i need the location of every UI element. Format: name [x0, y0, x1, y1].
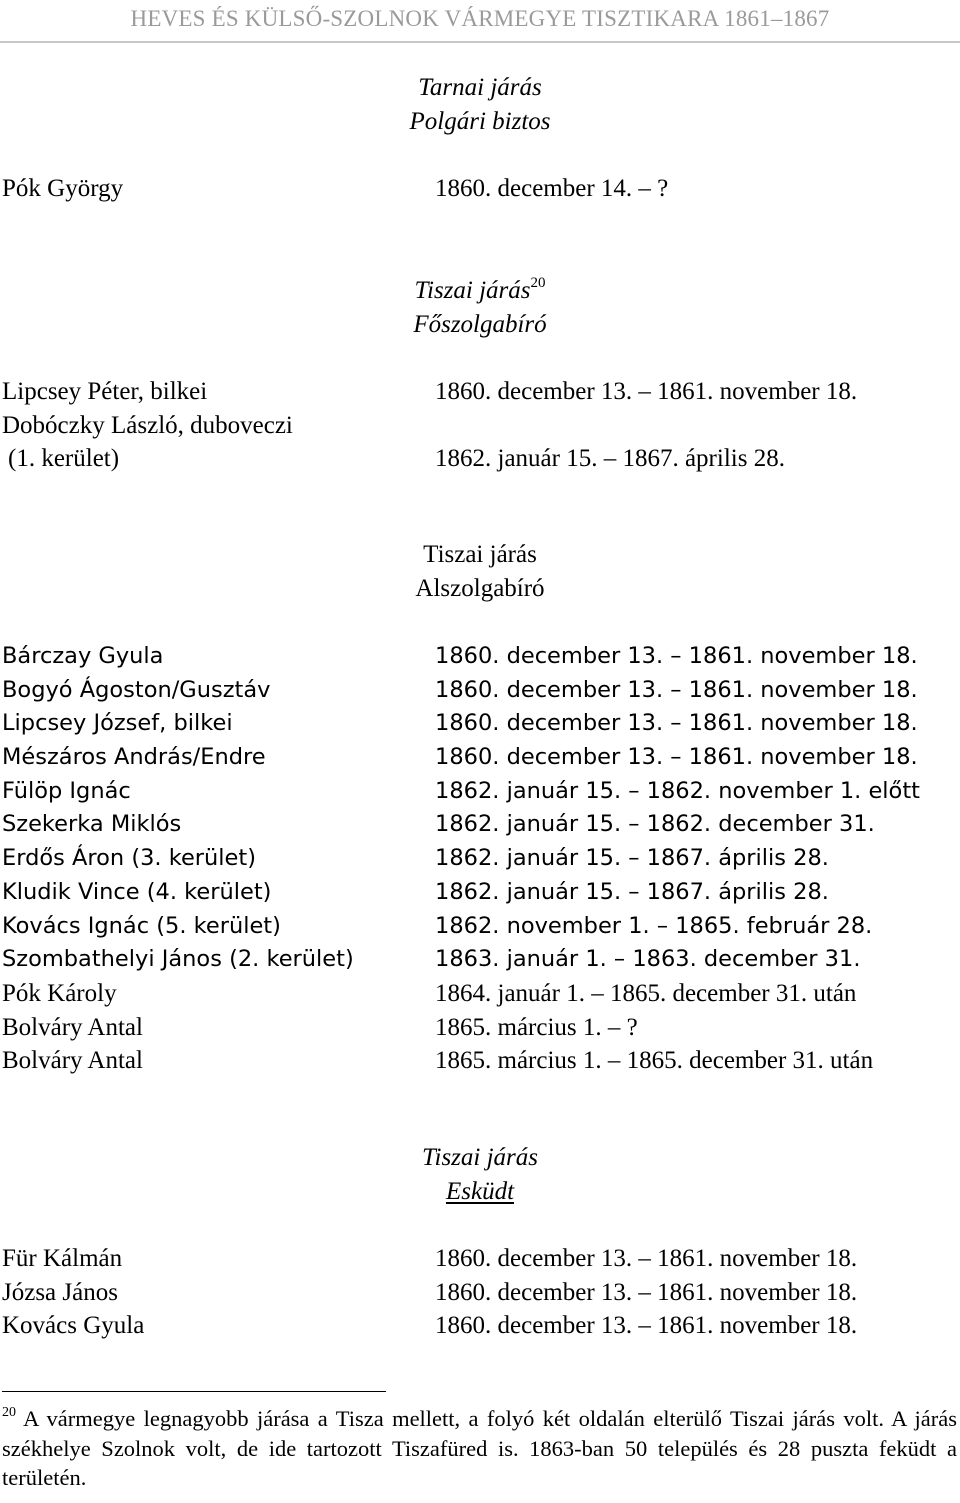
- header-rule: [0, 41, 960, 43]
- section-heading-office: Alszolgabíró: [415, 575, 545, 602]
- official-term: 1863. január 1. – 1863. december 31.: [435, 946, 861, 973]
- official-row: [0, 1276, 960, 1310]
- official-name: Pók György: [2, 175, 124, 202]
- official-term: 1860. december 13. – 1861. november 18.: [435, 643, 918, 669]
- officials-list: [0, 172, 960, 206]
- official-row: [0, 442, 960, 476]
- official-name: Kovács Ignác (5. kerület): [2, 912, 281, 939]
- official-row: [0, 1044, 960, 1078]
- official-name: Kludik Vince (4. kerület): [2, 878, 272, 905]
- official-row: [0, 943, 960, 977]
- official-name: Lipcsey Péter, bilkei: [2, 378, 208, 405]
- official-name: Mészáros András/Endre: [2, 744, 266, 771]
- official-row: [0, 775, 960, 809]
- official-row: [0, 741, 960, 775]
- official-name: Bolváry Antal: [2, 1047, 143, 1075]
- officials-list: [0, 640, 960, 1078]
- official-term: 1862. január 15. – 1867. április 28.: [435, 445, 785, 473]
- footnote-number: 20: [2, 1405, 16, 1420]
- official-row: [0, 409, 960, 443]
- footnote: [2, 1404, 957, 1493]
- official-name: Józsa János: [2, 1278, 118, 1306]
- official-name: Szombathelyi János (2. kerület): [2, 946, 354, 973]
- official-row: [0, 910, 960, 944]
- official-term: 1865. március 1. – ?: [435, 1013, 638, 1041]
- running-header: HEVES ÉS KÜLSŐ-SZOLNOK VÁRMEGYE TISZTIKARA 1861–1867: [130, 6, 830, 31]
- official-term: 1860. december 13. – 1861. november 18.: [435, 710, 918, 737]
- official-name: Für Kálmán: [2, 1245, 123, 1272]
- district-label: Tiszai járás: [414, 277, 531, 304]
- official-row: [0, 707, 960, 741]
- official-name: Dobóczky László, duboveczi: [2, 411, 293, 439]
- official-name: Fülöp Ignác: [2, 777, 131, 804]
- official-name: Szekerka Miklós: [2, 811, 182, 838]
- official-term: 1860. december 13. – 1861. november 18.: [435, 676, 918, 703]
- official-name: Erdős Áron (3. kerület): [2, 845, 256, 872]
- official-term: 1860. december 13. – 1861. november 18.: [435, 1312, 858, 1340]
- official-term: 1864. január 1. – 1865. december 31. után: [435, 979, 857, 1007]
- official-term: 1862. január 15. – 1862. november 1. előtt: [435, 777, 920, 804]
- official-row: [0, 808, 960, 842]
- section-heading-district: Tarnai járás: [418, 74, 542, 101]
- official-term: 1860. december 13. – 1861. november 18.: [435, 744, 918, 771]
- official-row: [0, 172, 960, 206]
- footnote-rule: [2, 1391, 386, 1392]
- footnote-text: A vármegye legnagyobb járása a Tisza mellett, a folyó két oldalán elterülő Tiszai járás volt. A járás székhelye Szolnok volt, de ide tartozott Tiszafüred is. 1863-ban 50 település és 28 puszta feküdt a területén.: [2, 1406, 957, 1490]
- official-term: 1862. január 15. – 1867. április 28.: [435, 845, 829, 872]
- official-row: [0, 640, 960, 674]
- official-row: [0, 1309, 960, 1343]
- section-heading-office: Polgári biztos: [409, 108, 551, 135]
- official-row: [0, 977, 960, 1011]
- official-term: 1860. december 13. – 1861. november 18.: [435, 378, 858, 405]
- official-name: (1. kerület): [8, 445, 120, 473]
- section-heading-office: Főszolgabíró: [413, 311, 547, 338]
- official-term: 1865. március 1. – 1865. december 31. után: [435, 1047, 874, 1075]
- official-row: [0, 1011, 960, 1045]
- footnote-ref: 20: [530, 275, 546, 291]
- officials-list: [0, 375, 960, 476]
- section-heading-district: Tiszai járás: [421, 1144, 539, 1171]
- official-row: [0, 674, 960, 708]
- official-term: 1860. december 13. – 1861. november 18.: [435, 1278, 858, 1306]
- official-term: 1860. december 13. – 1861. november 18.: [435, 1245, 858, 1272]
- official-term: 1862. január 15. – 1867. április 28.: [435, 878, 829, 905]
- section-heading-district: [0, 274, 960, 308]
- official-row: [0, 842, 960, 876]
- official-row: [0, 375, 960, 409]
- office-label: Esküdt: [445, 1178, 515, 1205]
- official-name: Bogyó Ágoston/Gusztáv: [2, 676, 271, 703]
- official-name: Bárczay Gyula: [2, 643, 164, 669]
- official-term: 1862. november 1. – 1865. február 28.: [435, 912, 873, 939]
- official-term: 1860. december 14. – ?: [435, 175, 669, 202]
- officials-list: [0, 1242, 960, 1343]
- official-term: 1862. január 15. – 1862. december 31.: [435, 811, 875, 838]
- section-heading-district: Tiszai járás: [423, 541, 537, 568]
- official-name: Bolváry Antal: [2, 1013, 143, 1041]
- official-row: [0, 1242, 960, 1276]
- official-row: [0, 876, 960, 910]
- official-name: Kovács Gyula: [2, 1312, 145, 1340]
- official-name: Lipcsey József, bilkei: [2, 710, 233, 737]
- section-heading-office: [0, 1175, 960, 1209]
- official-name: Pók Károly: [2, 979, 117, 1007]
